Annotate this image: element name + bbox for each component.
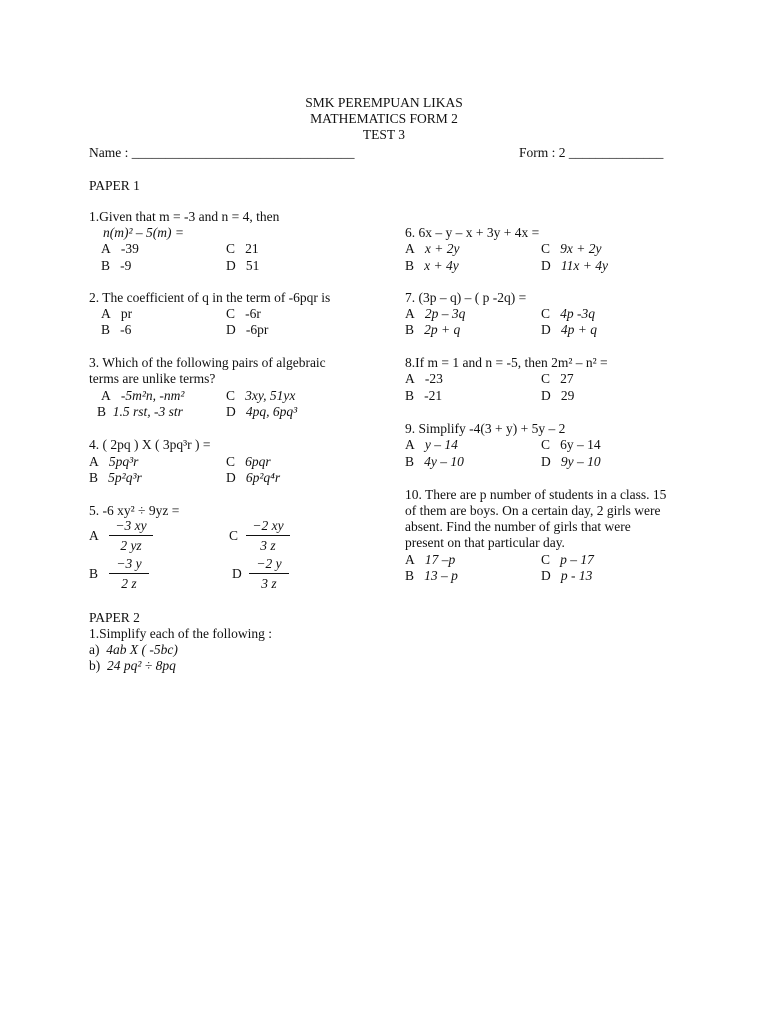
q5-option-c-fraction [246,518,290,553]
subject-title: MATHEMATICS FORM 2 [310,111,458,126]
q10-stem-line1: 10. There are p number of students in a class. 15 [405,487,667,502]
paper2-q1-part-a: a) 4ab X ( -5bc) [89,642,178,657]
q4-option-b: B 5p²q³r [89,470,142,485]
q10-stem-line4: present on that particular day. [405,535,565,550]
q1-stem-line2: n(m)² – 5(m) = [103,225,185,240]
q2-option-a: A pr [101,306,133,321]
fraction-denominator: 3 z [260,538,276,553]
q8-option-d: D 29 [541,388,575,403]
q7-stem: 7. (3p – q) – ( p -2q) = [405,290,527,305]
form-field: Form : 2 ______________ [519,145,664,160]
q9-option-d: D 9y – 10 [541,454,601,469]
fraction-numerator: −3 y [109,556,149,574]
q1-option-d: D 51 [226,258,260,273]
q5-option-a-fraction [109,518,153,553]
q8-option-c: C 27 [541,371,574,386]
school-name: SMK PEREMPUAN LIKAS [305,95,463,110]
q3-option-a: A -5m²n, -nm² [101,388,185,403]
q1-option-b: B -9 [101,258,132,273]
paper2-q1-part-b: b) 24 pq² ÷ 8pq [89,658,176,673]
q6-option-d: D 11x + 4y [541,258,608,273]
q8-option-a: A -23 [405,371,443,386]
q4-option-d: D 6p²q⁴r [226,470,281,485]
test-title: TEST 3 [362,127,406,142]
fraction-denominator: 3 z [261,576,277,591]
q9-option-c: C 6y – 14 [541,437,601,452]
q3-option-b: B 1.5 rst, -3 str [97,404,183,419]
q1-option-a: A -39 [101,241,139,256]
q7-option-b: B 2p + q [405,322,461,337]
q4-stem: 4. ( 2pq ) X ( 3pq³r ) = [89,437,211,452]
q2-option-b: B -6 [101,322,132,337]
fraction-numerator: −2 y [249,556,289,574]
q8-stem: 8.If m = 1 and n = -5, then 2m² – n² = [405,355,608,370]
q3-stem-line1: 3. Which of the following pairs of algebraic [89,355,326,370]
fraction-denominator: 2 yz [120,538,142,553]
q8-option-b: B -21 [405,388,443,403]
q10-option-b: B 13 – p [405,568,458,583]
q3-stem-line2: terms are unlike terms? [89,371,216,386]
q2-option-c: C -6r [226,306,261,321]
paper2-q1-stem: 1.Simplify each of the following : [89,626,272,641]
q10-option-c: C p – 17 [541,552,594,567]
name-field: Name : _________________________________ [89,145,355,160]
q7-option-a: A 2p – 3q [405,306,466,321]
q5-stem: 5. -6 xy² ÷ 9yz = [89,503,180,518]
q2-option-d: D -6pr [226,322,269,337]
q10-stem-line2: of them are boys. On a certain day, 2 girls were [405,503,661,518]
q6-option-a: A x + 2y [405,241,460,256]
q3-option-c: C 3xy, 51yx [226,388,296,403]
q10-option-d: D p - 13 [541,568,593,583]
fraction-denominator: 2 z [121,576,137,591]
q6-option-c: C 9x + 2y [541,241,602,256]
q10-option-a: A 17 –p [405,552,456,567]
q1-option-c: C 21 [226,241,259,256]
q4-option-a: A 5pq³r [89,454,139,469]
q5-option-d-letter: D [232,566,242,581]
q1-stem-line1: 1.Given that m = -3 and n = 4, then [89,209,280,224]
q5-option-b-letter: B [89,566,99,581]
paper2-heading: PAPER 2 [89,610,140,625]
fraction-numerator: −3 xy [109,518,153,536]
q5-option-d-fraction [249,556,289,591]
q6-option-b: B x + 4y [405,258,459,273]
q5-option-c-letter: C [229,528,239,543]
q5-option-a-letter: A [89,528,99,543]
q10-stem-line3: absent. Find the number of girls that were [405,519,631,534]
q4-option-c: C 6pqr [226,454,271,469]
q2-stem: 2. The coefficient of q in the term of -6pqr is [89,290,331,305]
q9-stem: 9. Simplify -4(3 + y) + 5y – 2 [405,421,566,436]
q7-option-c: C 4p -3q [541,306,596,321]
q5-option-b-fraction [109,556,149,591]
q9-option-a: A y – 14 [405,437,458,452]
paper1-heading: PAPER 1 [89,178,140,193]
fraction-numerator: −2 xy [246,518,290,536]
q3-option-d: D 4pq, 6pq³ [226,404,298,419]
q9-option-b: B 4y – 10 [405,454,464,469]
q6-stem: 6. 6x – y – x + 3y + 4x = [405,225,540,240]
q7-option-d: D 4p + q [541,322,597,337]
